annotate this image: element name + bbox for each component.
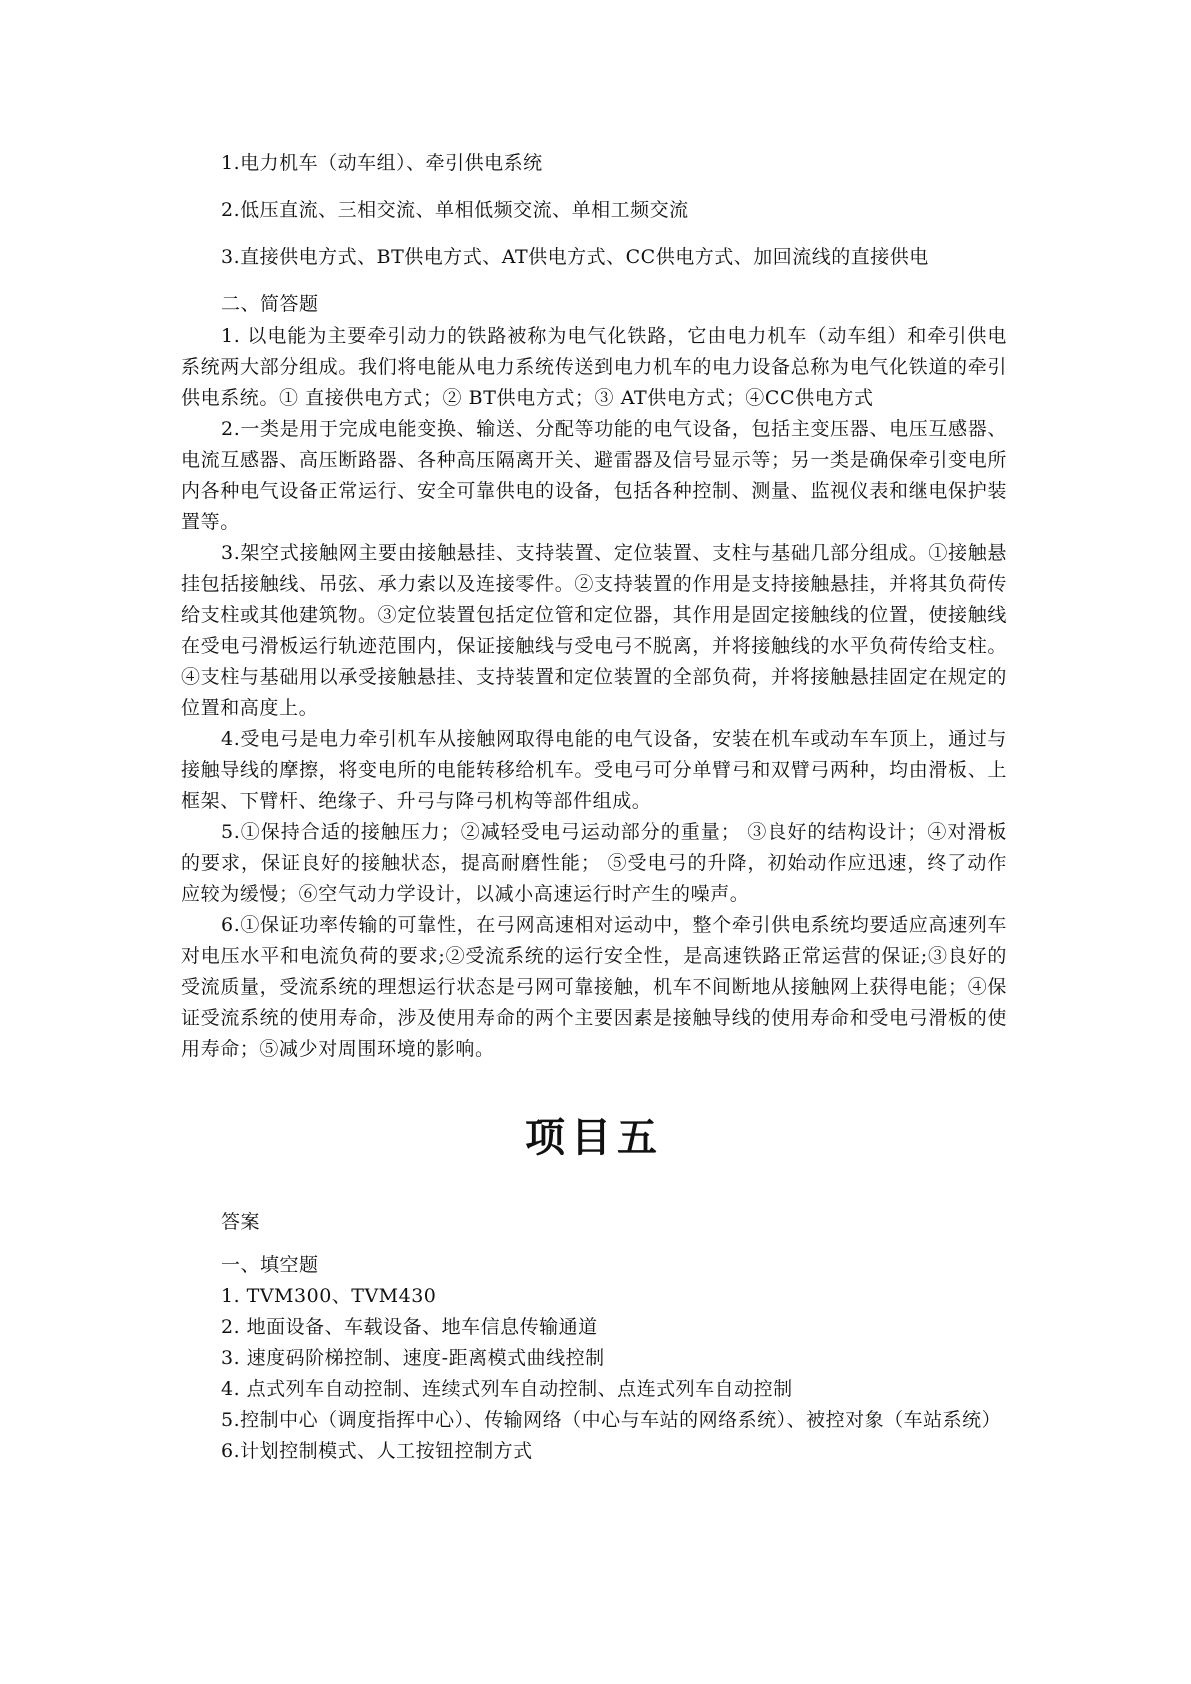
section-title: 项目五 bbox=[525, 1115, 663, 1161]
fill-item-5: 5.控制中心（调度指挥中心）、传输网络（中心与车站的网络系统）、被控对象（车站系统） bbox=[221, 1409, 1002, 1431]
fill-item-2: 2. 地面设备、车载设备、地车信息传输通道 bbox=[221, 1316, 598, 1338]
fill-heading: 一、填空题 bbox=[221, 1254, 319, 1276]
short-answer-6: 6.①保证功率传输的可靠性，在弓网高速相对运动中，整个牵引供电系统均要适应高速列车对电压水平和电流负荷的要求;②受流系统的运行安全性，是高速铁路正常运营的保证;③良好的受流质量，受流系统的理想运行状态是弓网可靠接触，机车不间断地从接触网上获得电能；④保证受流系统的使用寿命，涉及使用寿命的两个主要因素是接触导线的使用寿命和受电弓滑板的使用寿命；⑤减少对周围环境的影响。 bbox=[181, 914, 1007, 1060]
short-answer-5: 5.①保持合适的接触压力；②减轻受电弓运动部分的重量； ③良好的结构设计；④对滑板的要求，保证良好的接触状态，提高耐磨性能； ⑤受电弓的升降，初始动作应迅速，终了动作应较为缓慢；⑥空气动力学设计，以减小高速运行时产生的噪声。 bbox=[181, 821, 1007, 905]
fill-item-1: 1. TVM300、TVM430 bbox=[221, 1285, 437, 1307]
short-answer-1: 1. 以电能为主要牵引动力的铁路被称为电气化铁路，它由电力机车（动车组）和牵引供电系统两大部分组成。我们将电能从电力系统传送到电力机车的电力设备总称为电气化铁道的牵引供电系统。① 直接供电方式；② BT供电方式；③ AT供电方式；④CC供电方式 bbox=[181, 325, 1007, 409]
fill-answer-1: 1.电力机车（动车组）、牵引供电系统 bbox=[221, 152, 543, 174]
short-answer-heading: 二、简答题 bbox=[221, 293, 319, 315]
page-content bbox=[181, 148, 1007, 1467]
answer-label: 答案 bbox=[221, 1211, 261, 1233]
fill-answer-2: 2.低压直流、三相交流、单相低频交流、单相工频交流 bbox=[221, 199, 689, 221]
fill-item-6: 6.计划控制模式、人工按钮控制方式 bbox=[221, 1440, 533, 1462]
fill-answer-3: 3.直接供电方式、BT供电方式、AT供电方式、CC供电方式、加回流线的直接供电 bbox=[221, 246, 929, 268]
short-answer-2: 2.一类是用于完成电能变换、输送、分配等功能的电气设备，包括主变压器、电压互感器、电流互感器、高压断路器、各种高压隔离开关、避雷器及信号显示等；另一类是确保牵引变电所内各种电气设备正常运行、安全可靠供电的设备，包括各种控制、测量、监视仪表和继电保护装置等。 bbox=[181, 418, 1007, 533]
short-answer-3: 3.架空式接触网主要由接触悬挂、支持装置、定位装置、支柱与基础几部分组成。①接触悬挂包括接触线、吊弦、承力索以及连接零件。②支持装置的作用是支持接触悬挂，并将其负荷传给支柱或其他建筑物。③定位装置包括定位管和定位器，其作用是固定接触线的位置，使接触线在受电弓滑板运行轨迹范围内，保证接触线与受电弓不脱离，并将接触线的水平负荷传给支柱。④支柱与基础用以承受接触悬挂、支持装置和定位装置的全部负荷，并将接触悬挂固定在规定的位置和高度上。 bbox=[181, 542, 1007, 719]
fill-item-3: 3. 速度码阶梯控制、速度-距离模式曲线控制 bbox=[221, 1347, 605, 1369]
short-answer-4: 4.受电弓是电力牵引机车从接触网取得电能的电气设备，安装在机车或动车车顶上，通过与接触导线的摩擦，将变电所的电能转移给机车。受电弓可分单臂弓和双臂弓两种，均由滑板、上框架、下臂杆、绝缘子、升弓与降弓机构等部件组成。 bbox=[181, 728, 1007, 812]
fill-item-4: 4. 点式列车自动控制、连续式列车自动控制、点连式列车自动控制 bbox=[221, 1378, 793, 1400]
